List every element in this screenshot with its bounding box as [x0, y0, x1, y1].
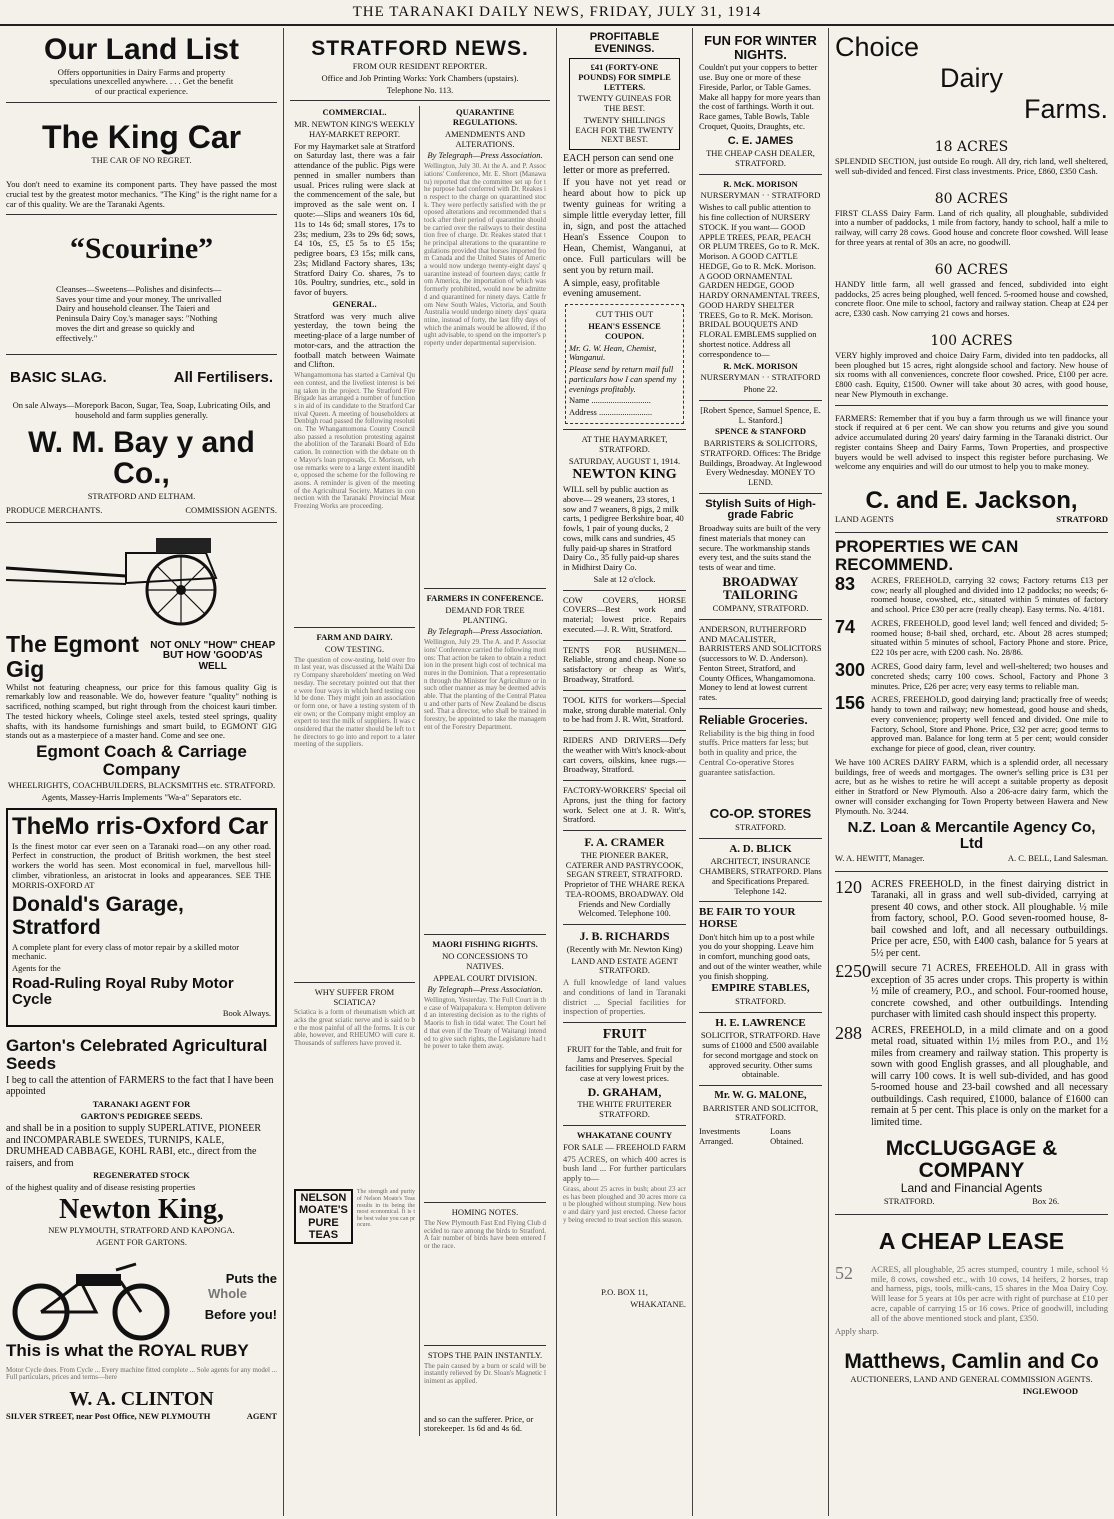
- for-sale-body: 475 ACRES, on which 400 acres is bush land ... For further particulars apply to—: [563, 1153, 686, 1184]
- morris-body: Is the finest motor car ever seen on a Taranaki road—on any other road. Perfect in construction, the product of British workmen, the best steel workers the world has seen. Most economical in fuel, marvellous hill-climber, vibrationless, an aristocrat in looks and appearances. SEE THE MORRIS-OXFORD AT: [12, 840, 271, 890]
- lawrence-body: SOLICITOR, STRATFORD. Have sums of £1000 and £500 available for second mortgage and stock on approved security. Other sums obtainable.: [700, 1030, 821, 1080]
- empire-head: EMPIRE STABLES,: [711, 982, 810, 995]
- a250-body: will secure 71 ACRES, FREEHOLD. All in grass with exception of 35 acres under crops. This property is within ½ mile of creamery, P.O., and school. Four-roomed house, concrete cowshed, and other outbuildings. Intending purchaser with limited cash should inspect this property.: [871, 963, 1108, 1021]
- po-box: P.O. BOX 11,: [601, 1286, 648, 1297]
- king-car-title: The King Car: [41, 118, 242, 155]
- spence-body: BARRISTERS & SOLICITORS, STRATFORD. Offices: The Bridge Buildings, Broadway. At Inglewood Every Wednesday. MONEY TO LEND.: [699, 438, 822, 488]
- garton-title: Garton's Celebrated Agricultural Seeds: [6, 1036, 268, 1073]
- matthews-sub: AUCTIONEERS, LAND AND GENERAL COMMISSION AGENTS.: [850, 1374, 1093, 1385]
- garton-body: and shall be in a position to supply SUPERLATIVE, PIONEER and INCOMPARABLE SWEDES, TURNIPS, KALE, DRUMHEAD CABBAGE, KOHL RABI, etc., direct from the raisers, and from: [6, 1123, 261, 1169]
- puts-2: Whole: [208, 1286, 247, 1302]
- conference-by: By Telegraph—Press Association.: [427, 626, 543, 637]
- garton-agent2: GARTON'S PEDIGREE SEEDS.: [80, 1110, 203, 1121]
- tool-kits-ad: TOOL KITS for workers—Special make, strong durable material. Only to be had from J. R. Witt, Stratford.: [563, 694, 686, 725]
- maori-by: By Telegraph—Press Association.: [427, 984, 543, 995]
- maori-fishing-head: MAORI FISHING RIGHTS.: [432, 939, 538, 950]
- coach-sub1: WHEELRIGHTS, COACHBUILDERS, BLACKSMITHS etc. STRATFORD.: [7, 779, 276, 790]
- column-1: [0, 28, 283, 1516]
- richards-sub: (Recently with Mr. Newton King): [566, 943, 683, 954]
- blick-body: ARCHITECT, INSURANCE CHAMBERS, STRATFORD. Plans and Specifications Prepared. Telephone 142.: [699, 856, 822, 896]
- coupon-address[interactable]: Address .........................: [569, 407, 653, 418]
- prize-2: TWENTY GUINEAS FOR THE BEST.: [577, 93, 672, 114]
- no-concessions-head: NO CONCESSIONS TO NATIVES.: [442, 951, 528, 971]
- coach-sub2: Agents, Massey-Harris Implements "Wa-a" Separators etc.: [41, 791, 242, 802]
- mcc-left: STRATFORD.: [883, 1195, 935, 1206]
- groceries-head: Reliable Groceries.: [699, 713, 808, 728]
- richards-role: LAND AND ESTATE AGENT STRATFORD.: [571, 955, 678, 976]
- saturday-line: SATURDAY, AUGUST 1, 1914.: [568, 455, 681, 466]
- morison2-role: NURSERYMAN · · STRATFORD: [700, 372, 821, 383]
- stops-pain-head: STOPS THE PAIN INSTANTLY.: [427, 1349, 543, 1360]
- morison2-head: R. McK. MORISON: [723, 360, 798, 371]
- bay-right: COMMISSION AGENTS.: [185, 504, 277, 515]
- newton-locs: NEW PLYMOUTH, STRATFORD AND KAPONGA.: [48, 1225, 235, 1236]
- tree-planting-head: DEMAND FOR TREE PLANTING.: [445, 604, 525, 625]
- each-line: EACH person can send one letter or more as preferred.: [563, 153, 674, 176]
- bay-left: PRODUCE MERCHANTS.: [6, 504, 103, 515]
- nelson-moate-logo: NELSON MOATE'S PURE TEAS: [294, 1189, 353, 1243]
- tents-ad: TENTS FOR BUSHMEN—Reliable, strong and cheap. None so satisfactory or cheap as Witt's, Broadway, Stratford.: [563, 644, 686, 685]
- scourine-title: “Scourine”: [69, 232, 214, 266]
- morison-body: Wishes to call public attention to his fine collection of NURSERY STOCK. If you want— GOOD APPLE TREES, PEAR, PEACH OR PLUM TREES, Go to R. McK. Morison. A GOOD CATTLE HEDGE, Go to R. McK. Morison. A GOOD ORNAMENTAL GARDEN HEDGE, GOOD HARDY ORNAMENTAL TREES, GOOD HARDY SHELTER TREES, Go to R. McK. Morison. BRIDAL BOUQUETS AND FLORAL EMBLEMS supplied on shortest notice. Address all correspondence to—: [699, 202, 820, 359]
- broadway-head: BROADWAY TAILORING: [722, 573, 799, 603]
- cow-testing-text: The question of cow-testing, held over from last year, was discussed at the Waihi Dairy Company shareholders' meeting on Wednesday. The secretary pointed out that there were four ways in which herd testing could be done. They might join an association or form one, or have a testing system of their own; or the Company might employ an expert to test the milk of suppliers. It was considered that the matter should be left to the directors to go into and report to a later meeting of the suppliers.: [294, 656, 415, 749]
- morison-head: R. McK. MORISON: [723, 178, 798, 189]
- farmers-note: FARMERS: Remember that if you buy a farm through us we will finance your stock if required at 6 per cent. We can show you returns and give you sound advice accumulated during 20 years' dairy farming in the Taranaki district. Our register contains Sheep and Dairy Farms, Town Properties, and prospective buyers would be well advised to inspect this register before purchasing. We welcome any enquiries and will do our utmost to help you to make money.: [835, 412, 1108, 472]
- newton-agent: AGENT FOR GARTONS.: [95, 1237, 188, 1248]
- clinton-addr: SILVER STREET, near Post Office, NEW PLYMOUTH: [6, 1411, 211, 1422]
- whakatane-head: WHAKATANE COUNTY: [576, 1129, 673, 1140]
- matthews-head: Matthews, Camlin and Co: [844, 1350, 1099, 1374]
- anderson-ad: ANDERSON, RUTHERFORD AND MACALISTER, BARRISTERS AND SOLICITORS (successors to W. D. Anderson). Fenton Street, Stratford, and County Offices, Whangamomona. Money to lend at lowest current rates.: [699, 623, 822, 703]
- graham-head: D. GRAHAM,: [587, 1084, 662, 1099]
- haymarket-head: MR. NEWTON KING'S WEEKLY HAY-MARKET REPORT.: [294, 119, 415, 139]
- a18-head: 18 ACRES: [934, 139, 1009, 156]
- gig-tag1: NOT ONLY "HOW" CHEAP: [150, 639, 276, 651]
- article-text: Whangamomona has started a Carnival Queen contest, and the liveliest interest is being taken in the project. The Stratford Fire Brigade has arranged a number of functions in aid of its candidate to the Stratford Carnival Queen. A meeting of householders at Denbigh road passed the following resolution. The Whangamomona County Council also passed a resolution protesting against the abolition of the Taranaki Board of Education. In connection with the debate on the Mayor's loan proposals, Cr. Morison, whose remarks were to a large extent inaudible, opposed the scheme for the following reasons. A reminder is given of the meeting of the Agricultural Society. Matters in connection with the Taranaki Provincial Meat Freezing Works are proceeding.: [294, 372, 415, 510]
- jackson-left: LAND AGENTS: [835, 514, 894, 525]
- sciatica-text: Sciatica is a form of rheumatism which attacks the great sciatic nerve and is said to be the most painful of all the forms. It is curable, however, and RHEUMO will cure it. Thousands of sufferers have proved it.: [294, 1009, 415, 1048]
- a288-body: ACRES, FREEHOLD, in a mild climate and on a good metal road, situated within 1½ miles from P.O., and 1½ miles from creamery and railway station. This property is sown with good English grasses, and all ploughable, and will carry 100 cows. It is well sub-divided, and has good 5-roomed house and 23-bail cowshed and all necessary outbuildings. Cash required, £1000, balance of £1600 can remain at 5 per cent. This place is only on the market for a limited time.: [871, 1024, 1108, 1128]
- malone-body: BARRISTER AND SOLICITOR, STRATFORD.: [702, 1102, 819, 1123]
- land-list-body: Offers opportunities in Dairy Farms and property speculations unexcelled anywhere. . . . Get the benefit of our practical experience.: [49, 66, 234, 97]
- groceries-body: Reliability is the big thing in food stuffs. Price matters far less; but both in quality and price, the Central Co-operative Stores guarantee satisfaction.: [699, 727, 815, 777]
- homing-text: The New Plymouth Fast End Flying Club decided to race among the birds to Stratford. A fair number of birds have been entered for the race.: [424, 1219, 546, 1250]
- fair-head: BE FAIR TO YOUR HORSE: [699, 906, 796, 930]
- loans: Loans Obtained.: [770, 1126, 804, 1146]
- riders-ad: RIDERS AND DRIVERS—Defy the weather with Witt's knock-about cart covers, oilskins, knee rugs.—Broadway, Stratford.: [563, 735, 686, 775]
- coupon-name[interactable]: Name ............................: [569, 395, 651, 406]
- a80-head: 80 ACRES: [934, 190, 1009, 207]
- choice-1: Choice: [835, 32, 920, 62]
- coach-title: Egmont Coach & Carriage Company: [36, 742, 247, 780]
- basic-slag: BASIC SLAG.: [10, 368, 107, 386]
- general-head: GENERAL.: [332, 298, 377, 309]
- scourine-body: Cleanses—Sweetens—Polishes and disinfects—Saves your time and your money. The unrivalled Dairy and household cleanser. The Taieri and Peninsula Dairy Coy.'s manager says: "Nothing moves the dirt and grease so quickly and effectively.": [56, 283, 222, 343]
- jackson-head: C. and E. Jackson,: [865, 487, 1078, 515]
- stratford-news-title: STRATFORD NEWS.: [311, 37, 529, 60]
- nzl-left: W. A. HEWITT, Manager.: [835, 852, 925, 863]
- a60-head: 60 ACRES: [934, 261, 1009, 278]
- a100-body: VERY highly improved and choice Dairy Farm, divided into ten paddocks, all been ploughed but 15 acres, right alongside school and factory. New house of six rooms with all conveniences, concrete floor cowshed. Price, £100 per acre. £800 cash. Equity, £1500. Owner will take about 30 acres, with good house, near New Plymouth in exchange.: [835, 349, 1108, 399]
- land-list-title: Our Land List: [44, 33, 239, 66]
- coupon[interactable]: [565, 304, 684, 424]
- fun-head: FUN FOR WINTER NIGHTS.: [704, 33, 817, 62]
- investments: Investments Arranged.: [699, 1126, 741, 1146]
- simple-line: A simple, easy, profitable evening amusement.: [563, 278, 660, 300]
- clinton-body: Motor Cycle does. From Cycle ... Every machine fitted complete ... Sole agents for any model ... Full particulars, prices and terms—here: [6, 1365, 277, 1382]
- quarantine-head: QUARANTINE REGULATIONS.: [452, 107, 518, 128]
- ruby-title: Road-Ruling Royal Ruby Motor Cycle: [12, 974, 234, 1008]
- haymarket-line: AT THE HAYMARKET, STRATFORD.: [581, 434, 668, 454]
- column-2: STRATFORD NEWS. FROM OUR RESIDENT REPORTER. Office and Job Printing Works: York Chambers (upstairs). Telephone No. 113. COMMERCIAL. MR. NEWTON KING'S WEEKLY HAY-MARKET REPORT. For my Haymarket sale at Stratford on Saturday last, there was a fair attendance of the public. Pigs were penned in smaller numbers than usual. Prices ruling were slack at the commencement of the sale, but improved as the sale went on. I quote:—Slips and weaners 10s 6d, 11s to 14s 6d; small stores, 17s to 23s; medium, 23s to 29s 6d; sows, £4 10s, £5, £5 5s to £5 15s; pedigree boars, £3 15s; milk cans, 23s; Midland Factory shares, 13s; Stratford Dairy Co. shares, 7s to 10s. Poultry, sundries, etc., sold in favor of buyers. GENERAL. Stratford was very much alive yesterday, the town being the meeting-place of a large number of motor-cars, and the attraction the football match between Waimate and Clifton. Whangamomona has started a Carnival Queen contest, and the liveliest interest is being taken in the project. The Stratford Fire Brigade has arranged a number of functions in aid of its candidate to the Stratford Carnival Queen. A meeting of householders at Denbigh road passed the following resolution. The Whangamomona County Council also passed a resolution protesting against the abolition of the Taranaki Board of Education. In connection with the debate on the Mayor's loan proposals, Cr. Morison, whose remarks were to a large extent inaudible, opposed the scheme for the following reasons. A reminder is given of the meeting of the Agricultural Society. Matters in connection with the Taranaki Provincial Meat Freezing Works are proceeding. FARM AND DAIRY. COW TESTING. The question of cow-testing, held over from last year, was discussed at the Waihi Dairy Company shareholders' meeting on Wednesday. The secretary pointed out that there were four ways in which herd testing could be done. They might join an association or form one, or have a testing system of their own; or the Company might employ an expert to test the milk of suppliers. It was considered that the matter should be left to the directors to go into and report to a later meeting of the suppliers. WHY SUFFER FROM SCIATICA? Sciatica is a form of rheumatism which attacks the great sciatic nerve and is said to be the most painful of all the forms. It is curable, however, and RHEUMO will cure it. Thousands of sufferers have proved it. NELSON MOATE'S PURE TEAS The strength and purity of Nelson Moate's Teas results in its being the most economical. It is the best value you can procure. QUARANTINE REGULATIONS. AMENDMENTS AND ALTERATIONS. By Telegraph—Press Association. Wellington, July 30. At the A. and P. Associations' Conference, Mr. E. Short (Manawatu) reported that the committee set up for the purpose had conferred with Dr. Reakes in respect to the charge on quarantined stock. They were perfectly satisfied with the proposed alterations and recommended that stock after their period of quarantine should be carried over the railways to their destination free of charge. Dr. Reakes stated that the principal alterations to the quarantine regulations provided that horses imported from Canada and the United States of America would now undergo twenty-eight days' quarantine instead of fourteen days; cattle from America, the importation of which was formerly prohibited, would now be admitted and quarantined for ninety days. Cattle from New South Wales, Victoria, and South Australia would undergo ninety days' quarantine, instead of forty, the last fifty days of which the animals would be allowed, if thought advisable, to spend on the importer's property under departmental supervision. FARMERS IN CONFERENCE. DEMAND FOR TREE PLANTING. By Telegraph—Press Association. Wellington, July 29. The A. and P. Associations' Conference carried the following motions: That action be taken to obtain a reduction in the present high cost of technical manures in the Dominion. That a representation through the Minister for Agriculture or in such other manner as may be deemed advisable. That the planting of the Central Plateau and other parts of New Zealand be discussed. That a director, who shall be trained in forestry, be appointed to take the management of the Forestry Department. MAORI FISHING RIGHTS. NO CONCESSIONS TO NATIVES. APPEAL COURT DIVISION. By Telegraph—Press Association. Wellington, Yesterday. The Full Court in the case of Waipapakura v. Hempton delivered an interesting decision as to the rights of Maoris to fish in tidal water. The Court held that even if the Treaty of Waitangi intended to give such rights, the Legislature had the power to take them away. HOMING NOTES. The New Plymouth Fast End Flying Club decided to race among the birds to Stratford. A fair number of birds have been entered for the race. STOPS THE PAIN INSTANTLY. The pain caused by a burn or scald will be instantly relieved by Dr. Sloan's Magnetic liniment as applied. and so can the sufferer. Price, or storekeeper. 1s 6d and 4s 6d.: [284, 28, 556, 1516]
- richards-body: A full knowledge of land values and conditions of land in Taranaki district ... Special facilities for inspection of properties.: [563, 977, 686, 1017]
- king-car-sub: THE CAR OF NO REGRET.: [91, 155, 192, 166]
- stops-pain-tail: and so can the sufferer. Price, or storekeeper. 1s 6d and 4s 6d.: [424, 1413, 534, 1434]
- bay-title: W. M. Bay y and Co.,: [28, 425, 255, 491]
- a18-body: SPLENDID SECTION, just outside Eo rough. All dry, rich land, well sheltered, well sub-divided and fenced. First class investments. Price, £860, £350 Cash.: [835, 156, 1108, 176]
- gig-title: The Egmont Gig: [6, 631, 139, 682]
- quarantine-text: Wellington, July 30. At the A. and P. Associations' Conference, Mr. E. Short (Manawatu) reported that the committee set up for the purpose had conferred with Dr. Reakes in respect to the charge on quarantined stock. They were perfectly satisfied with the proposed alterations and recommended that stock after their period of quarantine should be carried over the railways to their destination free of charge. Dr. Reakes stated that the principal alterations to the quarantine regulations provided that horses imported from Canada and the United States of America would now undergo twenty-eight days' quarantine instead of fourteen days; cattle from America, the importation of which was formerly prohibited, would now be admitted and quarantined for ninety days. Cattle from New South Wales, Victoria, and South Australia would undergo ninety days' quarantine, instead of forty, the last fifty days of which the animals would be allowed, if thought advisable, to spend on the importer's property under departmental supervision.: [424, 163, 546, 347]
- p100-body: We have 100 ACRES DAIRY FARM, which is a splendid order, all necessary buildings, free of weeds and mortgages. The owner's selling price is £31 per acre, but as he wishes to retire he will accept a suitable property as deposit either in Stratford or New Plymouth. Also a 206-acre dairy farm, which the owner will consider exchanging for Town Property between Hawera and New Plymouth. No. 3/244.: [835, 756, 1108, 816]
- quarantine-sub: AMENDMENTS AND ALTERATIONS.: [444, 128, 526, 149]
- farmers-conference-head: FARMERS IN CONFERENCE.: [426, 593, 544, 604]
- stops-pain-text: The pain caused by a burn or scald will be instantly relieved by Dr. Sloan's Magnetic liniment as applied.: [424, 1362, 546, 1385]
- coop-head: CO-OP. STORES: [709, 806, 812, 822]
- clinton-title: W. A. CLINTON: [69, 1388, 214, 1411]
- conference-text: Wellington, July 29. The A. and P. Associations' Conference carried the following motions: That action be taken to obtain a reduction in the present high cost of technical manures in the Dominion. That a representation through the Minister for Agriculture or in such other manner as may be deemed advisable. That the planting of the Central Plateau and other parts of New Zealand be discussed. That a director, who shall be trained in forestry, be appointed to take the management of the Forestry Department.: [424, 639, 546, 731]
- gig-tag2: BUT HOW 'GOOD'AS WELL: [162, 650, 263, 672]
- morris-box: [6, 808, 277, 1027]
- stylish-body: Broadway suits are built of the very finest materials that money can secure. The workmanship stands every test, and the suits stand the tests of wear and time.: [699, 523, 821, 573]
- p74-body: ACRES, FREEHOLD, good level land; well fenced and divided; 5-roomed house; 8-bail shed, orchard, etc. About 28 acres stumped; situated within 5 minutes of school, Factory Phone and store. Price, £22 10s per acre, with £200 cash. No. 28/86.: [871, 617, 1108, 658]
- regen-body: of the highest quality and of disease resisting properties: [6, 1182, 196, 1193]
- garton-agent1: TARANAKI AGENT FOR: [92, 1098, 191, 1109]
- commercial-head: COMMERCIAL.: [322, 107, 387, 118]
- morison-phone: Phone 22.: [743, 384, 778, 395]
- quarantine-by: By Telegraph—Press Association.: [427, 150, 543, 161]
- for-sale-text: Grass, about 25 acres in bush; about 23 acres has been ploughed and 30 acres more can be ploughed without stumping. New house and dairy yard just erected. Cheese factory being erected to treat section this season.: [563, 1185, 686, 1224]
- book-always: Book Always.: [222, 1008, 271, 1019]
- matthews-town: INGLEWOOD: [1022, 1386, 1078, 1396]
- cow-covers-ad: COW COVERS, HORSE COVERS—Best work and material; lowest price. Repairs executed.—J. R. Witt, Stratford.: [563, 594, 686, 634]
- newton-king-sale: Sale at 12 o'clock.: [593, 573, 656, 584]
- royal-ruby: This is what the ROYAL RUBY: [6, 1340, 249, 1360]
- a60-body: HANDY little farm, all well grassed and fenced, subdivided into eight paddocks, 25 acres being ploughed, well fenced. 5-roomed house and cowshed, concrete floor. One mile to school, factory and railway station. Cheap at £24 per acre, £330 cash. Now carrying 21 cows and horses.: [835, 278, 1108, 319]
- choice-2: Dairy: [939, 63, 1003, 94]
- p300-body: ACRES, Good dairy farm, level and well-sheltered; two houses and concreted sheds; carry 100 cows. School, Factory and Phone 3 minutes. Price, £26 per acre; very easy terms to reliable man.: [871, 660, 1108, 691]
- a120-body: ACRES FREEHOLD, in the finest dairying district in Taranaki, all in grass and well sub-divided, carrying at present 40 cows, and other stock. All ploughable. ½ mile from factory, school, P.O. Good seven-roomed house, 8-bail cowshed and loft, and all necessary outbuildings. Price per acre, £50, with £400 cash, balance for 5 years at 5½ per cent.: [871, 878, 1108, 959]
- gig-body: Whilst not featuring cheapness, our price for this famous quality Gig is remarkably low and reasonable. We do, however feature "quality" nothing is sacrificed, nothing scamped, but right through from the choicest kauri timber. The tested hickory wheels, Colinge steel axels, tested steel springs, quality shafts, with its handsome furnishings and smart build, to EGMONT GIG stands out as a masterpiece of a master hand. Come and see one.: [6, 681, 277, 741]
- newton-king-head: NEWTON KING: [572, 467, 677, 483]
- mcc-head: McCLUGGAGE & COMPANY: [885, 1137, 1058, 1183]
- newton-king-body: WILL sell by public auction as above— 29 weaners, 23 stores, 1 sow and 7 weaners, 8 pigs, 2 milk carts, 1 pedigree Berkshire boar, 40 fowls, 1 pair of young ducks, 2 cows, milk cans and sundries, 45 fully paid-up shares in Stratford Dairy Co., 35 fully paid-up shares in Midhirst Dairy Co.: [563, 484, 684, 573]
- coupon-to: Mr. G. W. Hean, Chemist, Wanganui.: [569, 342, 657, 363]
- sale-line: On sale Always—Morepork Bacon, Sugar, Tea, Soap, Lubricating Oils, and household and farm supplies generally.: [12, 400, 271, 421]
- broadway-sub: COMPANY, STRATFORD.: [712, 603, 809, 614]
- sciatica-head: WHY SUFFER FROM SCIATICA?: [314, 986, 395, 1007]
- motorcycle-illustration: [6, 1252, 176, 1342]
- a100-head: 100 ACRES: [930, 332, 1013, 349]
- props-head: PROPERTIES WE CAN RECOMMEND.: [835, 537, 1019, 575]
- general-body: Stratford was very much alive yesterday, the town being the meeting-place of a large number of motor-cars, and the attraction the football match between Waimate and Clifton.: [294, 310, 415, 370]
- cow-testing-head: COW TESTING.: [324, 644, 385, 655]
- office-line: Office and Job Printing Works: York Chambers (upstairs).: [321, 72, 519, 83]
- nzl-head: N.Z. Loan & Mercantile Agency Co, Ltd: [847, 819, 1096, 853]
- blick-head: A. D. BLICK: [729, 842, 792, 855]
- morison-role: NURSERYMAN · · STRATFORD: [700, 190, 821, 201]
- spence-head: SPENCE & STANFORD: [715, 426, 806, 437]
- telephone-line: Telephone No. 113.: [386, 84, 454, 95]
- malone-head: Mr. W. G. MALONE,: [714, 1090, 807, 1102]
- lease-body: ACRES, all ploughable, 25 acres stumped, country 1 mile, school ½ mile, 8 cows, cowshed etc., with 10 cows, 14 heifers, 2 horses, trap and harness, pigs, tools, milk-cans, 15 shares in the Moa Dairy Coy. Will lease for 5 years at 10s per acre with right of purchase at £10 per acre, capable of carrying 15 or 16 cows. Price of goodwill, including all of the above mentioned stock and plant, £350.: [871, 1263, 1108, 1323]
- cramer-head: F. A. CRAMER: [584, 835, 665, 850]
- p156-body: ACRES, FREEHOLD, good dairying land; practically free of weeds; handy to town and railway; new homestead, good house and sheds, every convenience; property well fenced and divided. One mile to Factory, School, Store and Phone. Price, £32 per acre; good terms to approved man. Balance for long term at 5 per cent; would consider exchange for piece of good, clean, river country.: [871, 694, 1108, 754]
- gig-illustration: [6, 528, 276, 628]
- po-town: WHAKATANE.: [630, 1298, 686, 1309]
- bay-location: STRATFORD AND ELTHAM.: [87, 490, 196, 501]
- garton-intro: I beg to call the attention of FARMERS to the fact that I have been appointed: [6, 1074, 274, 1098]
- agents-for: Agents for the: [12, 963, 61, 974]
- empire-sub: STRATFORD.: [735, 995, 786, 1006]
- profitable-head: PROFITABLE EVENINGS.: [589, 31, 660, 55]
- puts-3: Before you!: [204, 1307, 277, 1323]
- factory-workers-ad: FACTORY-WORKERS' Special oil Aprons, just the thing for factory work. Select one at J. R. Witt's, Stratford.: [563, 785, 686, 825]
- profitable-body: If you have not yet read or heard about how to pick up twenty guineas for writing a simple little everyday letter, fill in, sign, and post the attached Hean's Essence Coupon to Hean, Chemist, Wanganui, at once. Full particulars will be sent you by return mail.: [563, 178, 686, 276]
- fruit-head: FRUIT: [602, 1027, 647, 1043]
- donald-title: Donald's Garage, Stratford: [12, 893, 184, 939]
- maori-text: Wellington, Yesterday. The Full Court in the case of Waipapakura v. Hempton delivered an interesting decision as to the rights of Maoris to fish in tidal water. The Court held that even if the Treaty of Waitangi intended to give such rights, the Legislature had the power to take them away.: [424, 997, 546, 1051]
- a80-body: FIRST CLASS Dairy Farm. Land of rich quality, all ploughable, subdivided into a number of paddocks, 1 mile from factory, handy to school, half a mile to railway, will carry 28 cows. Good house and concrete floor cowshed. Will lease for three years at rental of 30s an acre, no goodwill.: [835, 207, 1108, 247]
- fun-body: Couldn't put your coppers to better use. Buy one or more of these Fireside, Parlor, or Table Games. Make all happy for more years than the cost of farthings. Worth it out. Race games, Table Bowls, Table Croquet, Quoits, Draughts, etc.: [699, 62, 821, 131]
- nzl-right: A. C. BELL, Land Salesman.: [1007, 852, 1108, 863]
- for-sale-head: FOR SALE — FREEHOLD FARM: [563, 1141, 686, 1152]
- coupon-title: HEAN'S ESSENCE COUPON.: [588, 321, 661, 341]
- spence-names: [Robert Spence, Samuel Spence, E. L. Stanford.]: [700, 404, 821, 425]
- prize-1: £41 (FORTY-ONE POUNDS) FOR SIMPLE LETTERS.: [578, 62, 671, 92]
- king-car-body: You don't need to examine its component parts. They have passed the most crucial test by the greatest motor mechanics. "The King" is the right name for a car of this quality. We are the Taranaki Agents.: [6, 179, 277, 209]
- coupon-cut: CUT THIS OUT: [595, 309, 654, 320]
- lease-head: A CHEAP LEASE: [878, 1227, 1065, 1254]
- richards-head: J. B. RICHARDS: [579, 929, 670, 944]
- apply-sharp: Apply sharp.: [835, 1326, 879, 1337]
- column-5: Choice Dairy Farms. 18 ACRES SPLENDID SECTION, just outside Eo rough. All dry, rich land, well sheltered, well sub-divided and fenced. First class investments. Price, £860, £350 Cash. 80 ACRES FIRST CLASS Dairy Farm. Land of rich quality, all ploughable, subdivided into a number of paddocks, 1 mile from factory, handy to school, half a mile to railway, will carry 28 cows. Good house and concrete floor cowshed. Will lease for three years at rental of 30s an acre, no goodwill. 60 ACRES HANDY little farm, all well grassed and fenced, subdivided into eight paddocks, 25 acres being ploughed, well fenced. 5-roomed house and cowshed, concrete floor. One mile to school, factory and railway station. Cheap at £24 per acre, £330 cash. Now carrying 21 cows and horses. 100 ACRES VERY highly improved and choice Dairy Farm, divided into ten paddocks, all been ploughed but 15 acres, right alongside school and factory. New house of six rooms with all conveniences, concrete floor cowshed. Price, £100 per acre. £800 cash. Equity, £1500. Owner will take about 30 acres, with good house, near New Plymouth in exchange. FARMERS: Remember that if you buy a farm through us we will finance your stock if required at 6 per cent. We can show you returns and give you sound advice accumulated during 20 years' dairy farming in the Taranaki district. Our register contains Sheep and Dairy Farms, Town Properties, and prospective buyers would be well advised to inspect this register before purchasing. We welcome any enquiries and will do our utmost to help you to make money. C. and E. Jackson, LAND AGENTS STRATFORD PROPERTIES WE CAN RECOMMEND. 83 ACRES, FREEHOLD, carrying 32 cows; Factory returns £13 per cow; nearly all ploughed and divided into 12 paddocks; no weeds; 6-roomed house, cowshed, etc., situated within 5 minutes of factory and school. Price £30 per acre (really cheap). Easy terms. No. 4/181. 74 ACRES, FREEHOLD, good level land; well fenced and divided; 5-roomed house; 8-bail shed, orchard, etc. About 28 acres stumped; situated within 5 minutes of school, Factory Phone and store. Price, £22 10s per acre, with £200 cash. No. 28/86. 300 ACRES, Good dairy farm, level and well-sheltered; two houses and concreted sheds; carry 100 cows. School, Factory and Phone 3 minutes. Price, £26 per acre; very easy terms to reliable man. 156 ACRES, FREEHOLD, good dairying land; practically free of weeds; handy to town and railway; new homestead, good house and sheds, every convenience; property well fenced and divided. One mile to Factory, School, Store and Phone. Price, £32 per acre; good terms to approved man. Balance for long term at 5 per cent; would consider exchange for piece of good, clean, river country. We have 100 ACRES DAIRY FARM, which is a splendid order, all necessary buildings, free of weeds and mortgages. The owner's selling price is £31 per acre, but as he wishes to retire he will accept a suitable property as deposit either in Stratford or New Plymouth. Also a 206-acre dairy farm, which the owner will consider exchanging for Town Property between Hawera and New Plymouth. No. 3/244. N.Z. Loan & Mercantile Agency Co, Ltd W. A. HEWITT, Manager. A. C. BELL, Land Salesman. 120 ACRES FREEHOLD, in the finest dairying district in Taranaki, all in grass and well sub-divided, carrying at present 40 cows, and other stock. All ploughable. ½ mile from factory, school, P.O. Good seven-roomed house, 8-bail cowshed and loft, and all necessary outbuildings. Price per acre, £50, with £400 cash, balance for 5 years at 5½ per cent. £250 will secure 71 ACRES, FREEHOLD. All in grass with exception of 35 acres under crops. This property is within ½ mile of creamery, P.O., and school. Four-roomed house, concrete cowshed, and other outbuildings. Intending purchaser with limited cash should inspect this property. 288 ACRES, FREEHOLD, in a mild climate and on a good metal road, situated within 1½ miles from P.O., and 1½ miles from creamery and railway station. This property is sown with good English grasses, and all ploughable, and will carry 100 cows. It is well sub-divided, and has good 5-roomed house and 23-bail cowshed and all necessary outbuildings. Cash required, £1000, balance of £1600 can remain at 5 per cent. This place is only on the market for a limited time. McCLUGGAGE & COMPANY Land and Financial Agents STRATFORD. Box 26. A CHEAP LEASE 52 ACRES, all ploughable, 25 acres stumped, country 1 mile, school ½ mile, 8 cows, cowshed etc., with 10 cows, 14 heifers, 2 horses, trap and harness, pigs, tools, milk-cans, 15 shares in the Moa Dairy Coy. Will lease for 5 years at 10s per acre with right of purchase at £10 per acre, capable of carrying 15 or 16 cows. Price of goodwill, including all of the above mentioned stock and plant, £350. Apply sharp. Matthews, Camlin and Co AUCTIONEERS, LAND AND GENERAL COMMISSION AGENTS. INGLEWOOD: [835, 32, 1108, 1396]
- jackson-right: STRATFORD: [1056, 514, 1108, 525]
- regen: REGENERATED STOCK: [93, 1170, 190, 1181]
- donald-body: A complete plant for every class of motor repair by a skilled motor mechanic.: [12, 941, 240, 962]
- column-4: [693, 28, 828, 1516]
- homing-notes-head: HOMING NOTES.: [451, 1207, 519, 1218]
- clinton-agent: AGENT: [246, 1411, 277, 1422]
- cramer-body: THE PIONEER BAKER, CATERER AND PASTRYCOOK, SEGAN STREET, STRATFORD. Proprietor of THE WHARE REKA TEA-ROOMS, BROADWAY. Old Friends and New Cordially Welcomed. Telephone 100.: [564, 849, 685, 919]
- puts-1: Puts the: [225, 1271, 277, 1287]
- james-sub: THE CHEAP CASH DEALER, STRATFORD.: [706, 148, 815, 168]
- fruit-body: FRUIT for the Table, and fruit for Jams and Preserves. Special facilities for supplying Fruit by the case at very lowest prices.: [565, 1043, 684, 1084]
- mcc-right: Box 26.: [1032, 1195, 1060, 1206]
- coupon-body: Please send by return mail full particulars how I can spend my evenings profitably.: [569, 364, 677, 394]
- stratford-news-sub: FROM OUR RESIDENT REPORTER.: [352, 61, 488, 72]
- stylish-head: Stylish Suits of High-grade Fabric: [705, 497, 816, 522]
- coop-sub: STRATFORD.: [735, 822, 786, 833]
- newton-title: Newton King,: [59, 1193, 224, 1225]
- lawrence-head: H. E. LAWRENCE: [715, 1016, 806, 1029]
- graham-sub: THE WHITE FRUITERER STRATFORD.: [577, 1099, 672, 1120]
- farm-dairy-head: FARM AND DAIRY.: [316, 632, 393, 643]
- fair-body: Don't hitch him up to a post while you do your shopping. Leave him in comfort, munching good oats, and out of the winter weather, while you finish shopping.: [699, 931, 822, 981]
- all-fertilisers: All Fertilisers.: [173, 368, 273, 386]
- masthead: THE TARANAKI DAILY NEWS, FRIDAY, JULY 31, 1914: [0, 0, 1114, 26]
- appeal-court-head: APPEAL COURT DIVISION.: [432, 972, 538, 983]
- james-head: C. E. JAMES: [727, 134, 794, 147]
- column-3: [557, 28, 692, 1516]
- prize-3: TWENTY SHILLINGS EACH FOR THE TWENTY NEXT BEST.: [575, 114, 674, 145]
- p83-body: ACRES, FREEHOLD, carrying 32 cows; Factory returns £13 per cow; nearly all ploughed and divided into 12 paddocks; no weeds; 6-roomed house, cowshed, etc., situated within 5 minutes of factory and school. Price £30 per acre (really cheap). Easy terms. No. 4/181.: [871, 574, 1108, 615]
- choice-3: Farms.: [1024, 94, 1108, 125]
- haymarket-report: For my Haymarket sale at Stratford on Saturday last, there was a fair attendance of the public. Pigs were penned in smaller numbers than usual. Prices ruling were slack at the commencement of the sale, but improved as the sale went on. I quote:—Slips and weaners 10s 6d, 11s to 14s 6d; small stores, 17s to 23s; medium, 23s to 29s 6d; sows, £4 10s, £5, £5 5s to £5 15s; pedigree boars, £3 15s; milk cans, 23s; Midland Factory shares, 13s; Stratford Dairy Co. shares, 7s to 10s. Poultry, sundries, etc., sold in favor of buyers.: [294, 140, 415, 298]
- morris-title: TheMo rris-Oxford Car: [12, 813, 269, 841]
- mcc-sub: Land and Financial Agents: [900, 1181, 1043, 1196]
